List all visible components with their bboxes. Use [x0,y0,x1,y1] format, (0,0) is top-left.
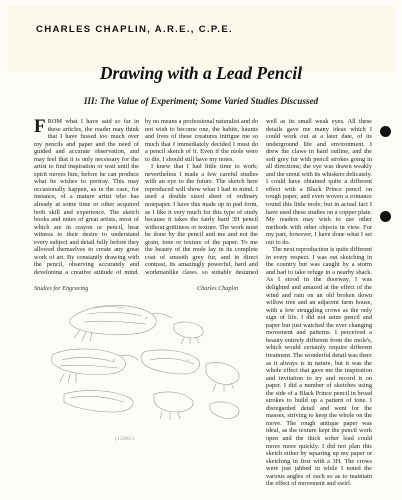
article-title: Drawing with a Lead Pencil [99,63,303,83]
paragraph: by no means a professional naturalist and do not wish to become one, the habits, haunts and lives of these creatures intrigue me so much that I immediately decided I must do a pencil sketch of it. Even if the mole were to die, I should still have my notes. [145,118,258,163]
paragraph: well as its small weak eyes. All these details gave me many ideas which I could work out at a later date, of its underground life and environment. I drew the claws in hard outline, and the soft grey fur with pencil strokes going in all directions; the eye was drawn weakly and the snout with its whiskers delicately. I could have obtained quite a different effect with a Black Prince pencil on rough paper, and even woven a romance round this little mole; but in actual fact I have used these studies on a copper plate. My readers may wish to use other methods with other objects in view. For my part, however, I have done what I set out to do. [266,118,372,246]
paragraph: I knew that I had little time to work; nevertheless I made a few careful studies with an eye to the future. The sketch here reproduced will show what I had in mind. I used a double sized sheet of ordinary notepaper. I have this made up in pad form, as I like it very much for this type of study because it takes the fairly hard 3H pencil without grittiness or texture. The work must be done by the pencil and me and not the grain, tone or texture of the paper. To me the beauty of the mole lay in its complete coat of smooth grey fur, and in direct contrast, its amazingly powerful, hard and workmanlike claws, so suitably designed [145,163,258,274]
paragraph: The next reproduction is quite different in every respect. I was out sketching in the country but was caught by a storm and had to take refuge in a nearby shack. As I stood in the doorway, I was delighted and amazed at the effect of the wind and rain on an old broken down willow tree and an adjacent farm house, with a few struggling crows as the only sign of life. I did not seize pencil and paper but just watched the ever changing movement and patterns. I perceived a beauty entirely different from the mole's, which would certainly require different treatment. The wonderful detail was there as it always is in nature, but it was the whole effect that gave me the inspiration and invitation to try and record it on paper. I did a number of sketches using the side of a Black Prince pencil in broad strokes to build up a pattern of tone. I disregarded detail and went for the masses, striving to keep the whole on the move. The rough antique paper was ideal, as the texture kept the pencil work open and the thick softer lead could move more quickly. I did not plan this sketch either by squaring up my paper or sketching in first with a 3H. The crows were just jabbed in while I noted the various angles of each so as to maintain the effect of movement and swirl. [266,246,372,488]
author-header: CHARLES CHAPLIN, A.R.E., C.P.E. [36,24,234,35]
text-column-2 [145,118,258,274]
paragraph-text: ROM what I have said so far in these articles, the reader may think that I have fussed too much over my pencils and paper and the need of guided and accurate observation, and may feel that it is only necessary for the artist to find inspiration or wait until the spirit moves him, before he can produce what he wishes to portray. This may occasionally happen, as in the case, for instance, of a mature artist who has already at some time or other acquired both skill and experience. The sketch books and notes of great artists, most of which are in crayon or pencil, bear witness to their desire to understand every subject and detail fully before they allowed themselves to create any great work of art. By constantly drawing with the pencil, observing accurately and developing a creative attitude of mind, [34,118,139,274]
figure-credit: Charles Chaplin [197,285,239,292]
drop-cap: F [34,118,46,137]
article-subtitle: III: The Value of Experiment; Some Varied Studies Discussed [83,96,319,106]
figure-caption: Studies for Engraving [34,285,89,292]
figure-reference-number: (15085) [115,437,135,442]
text-column-1 [34,118,139,274]
paragraph [34,118,139,274]
binder-hole [380,126,391,137]
mole-sketch-illustration [34,294,259,434]
binder-hole [380,211,391,222]
pencil-sketch-image [34,294,259,434]
text-column-3 [266,118,372,495]
